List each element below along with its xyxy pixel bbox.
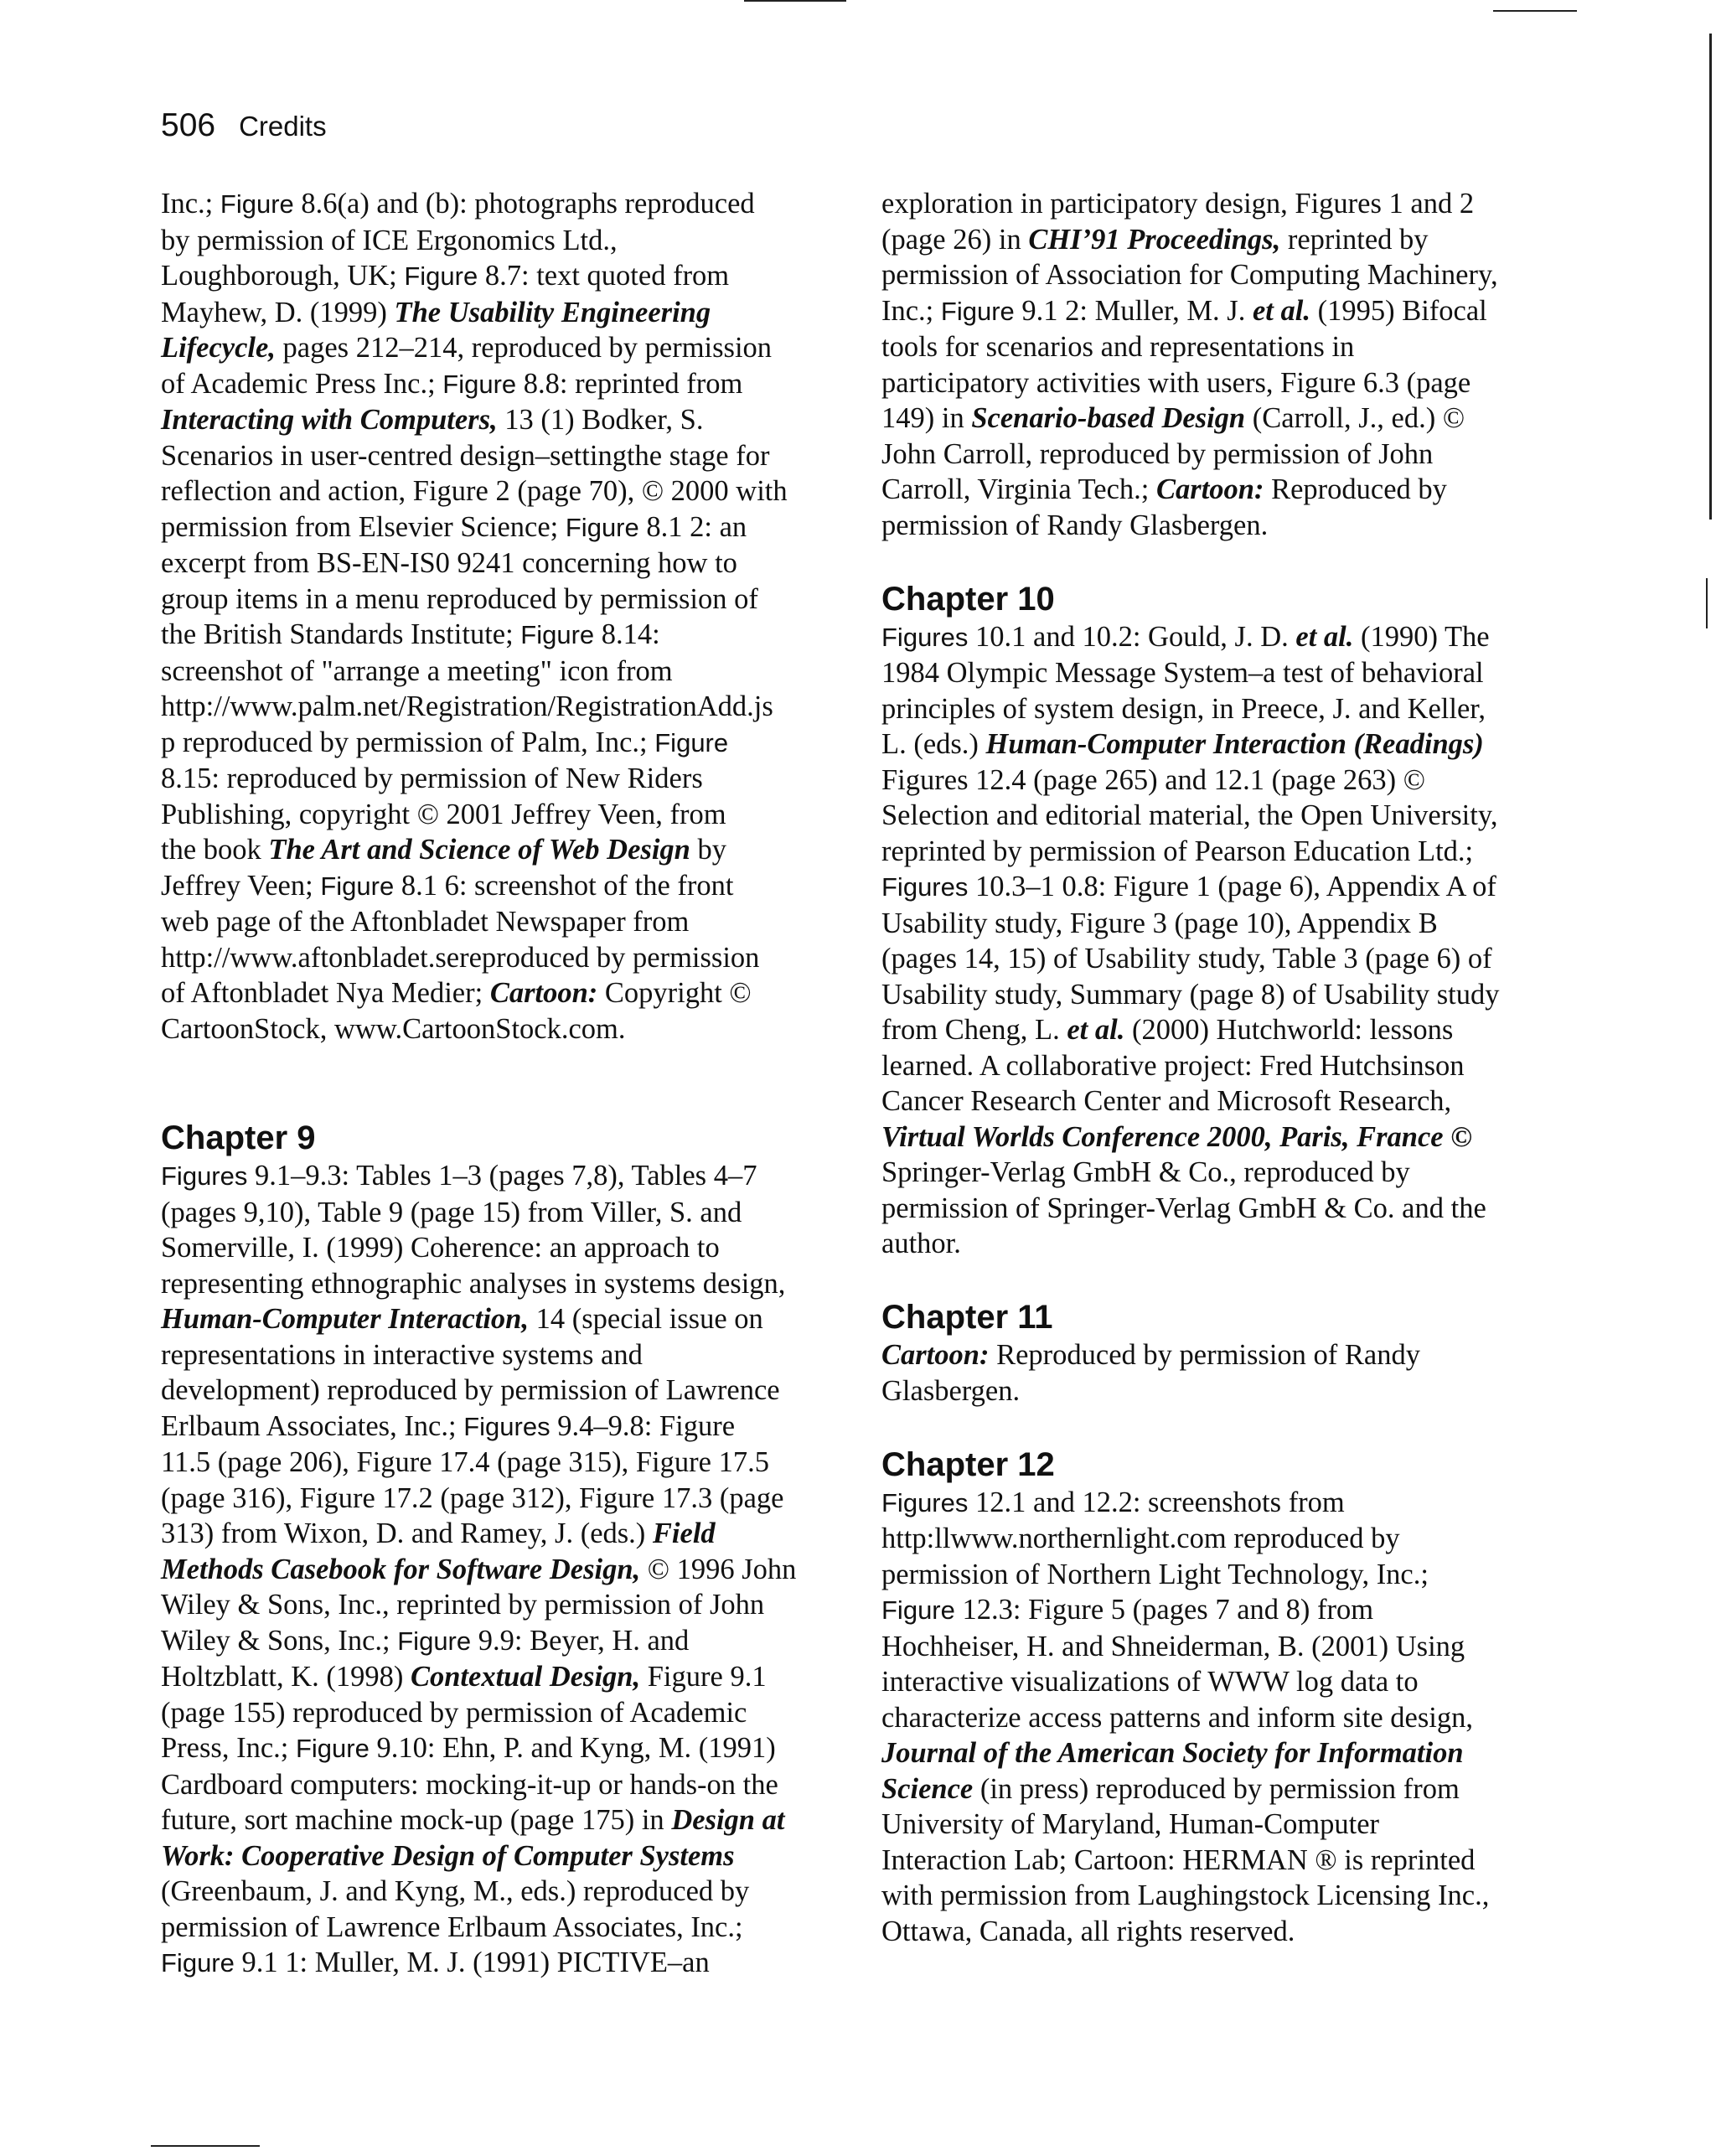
text-segment: 9.1 1: Muller, M. J. (1991) PICTIVE–an: [234, 1947, 710, 1978]
text-segment: 8.15: reproduced by permission of New Riders: [161, 763, 703, 794]
text-segment: (pages 9,10), Table 9 (page 15) from Viller, S. and: [161, 1196, 742, 1228]
text-segment: interactive visualizations of WWW log data to: [881, 1666, 1419, 1698]
spacer: [161, 1083, 844, 1119]
text-segment: Figures 12.4 (page 265) and 12.1 (page 263) ©: [881, 763, 1425, 796]
text-segment: by: [690, 834, 726, 866]
text-line: [881, 1485, 1569, 1522]
text-line: [881, 1521, 1569, 1557]
text-segment: Reproduced by permission of Randy: [989, 1339, 1420, 1371]
title-emphasis: The Usability Engineering: [394, 296, 711, 328]
text-line: [161, 402, 844, 438]
text-segment: permission from Elsevier Science;: [161, 510, 566, 543]
text-segment: Inc.;: [881, 294, 941, 327]
text-line: [881, 1735, 1569, 1771]
text-segment: development) reproduced by permission of Lawrence: [161, 1374, 780, 1406]
text-segment: excerpt from BS-EN-IS0 9241 concerning how to: [161, 547, 737, 579]
text-segment: future, sort machine mock-up (page 175) in: [161, 1804, 672, 1836]
text-line: [881, 329, 1569, 365]
text-line: [881, 293, 1569, 330]
text-line: [161, 1158, 844, 1195]
text-segment: 1984 Olympic Message System–a test of behavioral: [881, 657, 1484, 689]
text-segment: CartoonStock, www.CartoonStock.com.: [161, 1012, 626, 1045]
figure-label: Figure: [220, 189, 294, 219]
text-segment: (page 155) reproduced by permission of Academic: [161, 1696, 747, 1729]
text-line: [161, 1767, 844, 1803]
text-segment: reflection and action, Figure 2 (page 70), © 2000 with: [161, 475, 788, 507]
text-segment: reprinted by permission of Pearson Education Ltd.;: [881, 835, 1474, 867]
text-segment: (1990) The: [1353, 620, 1490, 653]
text-line: [881, 401, 1569, 437]
text-line: [161, 1516, 844, 1552]
text-line: [881, 726, 1569, 763]
text-segment: Somerville, I. (1999) Coherence: an approach to: [161, 1232, 720, 1264]
text-line: [161, 1838, 844, 1874]
text-segment: 9.9: Beyer, H. and: [471, 1624, 690, 1657]
text-line: [161, 1802, 844, 1838]
text-segment: (in press) reproduced by permission from: [973, 1772, 1460, 1805]
text-line: [881, 906, 1569, 942]
text-segment: representations in interactive systems and: [161, 1338, 643, 1371]
text-line: [161, 689, 844, 725]
title-emphasis: Field: [652, 1517, 716, 1549]
text-segment: Wiley & Sons, Inc.;: [161, 1624, 398, 1657]
text-segment: 9.1 2: Muller, M. J.: [1014, 294, 1253, 327]
chapter-heading: Chapter 9: [161, 1119, 316, 1156]
figure-label: Figures: [881, 622, 969, 652]
text-segment: Hochheiser, H. and Shneiderman, B. (2001) Using: [881, 1630, 1465, 1662]
text-line: [881, 1191, 1569, 1227]
text-segment: Copyright ©: [597, 977, 752, 1009]
text-segment: 8.1 2: an: [638, 510, 747, 543]
text-segment: web page of the Aftonbladet Newspaper from: [161, 906, 690, 938]
figure-label: Figure: [881, 1595, 955, 1625]
text-segment: 149) in: [881, 402, 972, 434]
text-segment: p reproduced by permission of Palm, Inc.;: [161, 726, 655, 758]
text-line: [881, 1012, 1569, 1048]
figure-label: Figure: [320, 871, 395, 901]
text-line: [881, 763, 1569, 799]
text-segment: representing ethnographic analyses in systems design,: [161, 1267, 786, 1300]
text-line: [161, 1910, 844, 1946]
text-line: [161, 258, 844, 295]
title-emphasis: Journal of the American Society for Information: [881, 1737, 1464, 1769]
text-line: [161, 1337, 844, 1373]
text-segment: reprinted by: [1280, 223, 1429, 256]
text-line: [161, 1874, 844, 1910]
text-line: [161, 582, 844, 618]
figure-label: Figures: [881, 1487, 969, 1517]
title-emphasis: Human-Computer Interaction (Readings): [985, 728, 1484, 760]
text-line: [881, 1592, 1569, 1629]
text-segment: the book: [161, 834, 269, 866]
text-segment: permission of Springer-Verlag GmbH & Co. and the: [881, 1192, 1486, 1224]
text-segment: Jeffrey Veen;: [161, 869, 321, 902]
figure-label: Figure: [442, 369, 517, 399]
text-line: [161, 868, 844, 905]
text-segment: 9.10: Ehn, P. and Kyng, M. (1991): [369, 1732, 776, 1764]
text-line: [881, 1557, 1569, 1593]
running-head: Credits: [239, 111, 327, 142]
spacer: [161, 1047, 844, 1083]
title-emphasis: Work: Cooperative Design of Computer Systems: [161, 1839, 735, 1872]
text-segment: the British Standards Institute;: [161, 618, 521, 650]
text-segment: characterize access patterns and inform site design,: [881, 1701, 1473, 1734]
text-line: [881, 508, 1569, 544]
text-line: [881, 472, 1569, 508]
text-segment: Usability study, Summary (page 8) of Usability study: [881, 978, 1500, 1011]
text-line: [881, 1119, 1569, 1156]
text-line: [881, 1083, 1569, 1119]
title-emphasis: Cartoon:: [881, 1339, 990, 1371]
figure-label: Figure: [397, 1626, 472, 1656]
text-segment: Springer-Verlag GmbH & Co., reproduced by: [881, 1156, 1410, 1188]
title-emphasis: CHI’91 Proceedings,: [1028, 223, 1281, 256]
text-line: [161, 545, 844, 582]
text-segment: University of Maryland, Human-Computer: [881, 1808, 1380, 1840]
text-line: [161, 1587, 844, 1623]
text-segment: Selection and editorial material, the Open University,: [881, 799, 1498, 831]
figure-label: Figure: [404, 261, 478, 291]
text-line: [881, 1226, 1569, 1262]
text-line: [881, 1048, 1569, 1084]
text-segment: 14 (special issue on: [529, 1303, 763, 1335]
text-segment: (Greenbaum, J. and Kyng, M., eds.) reproduced by: [161, 1875, 750, 1907]
text-segment: permission of Northern Light Technology, Inc.;: [881, 1558, 1429, 1590]
text-segment: Erlbaum Associates, Inc.;: [161, 1409, 464, 1442]
text-line: [881, 655, 1569, 691]
text-line: [881, 1629, 1569, 1665]
text-segment: http://www.aftonbladet.sereproduced by permission: [161, 941, 760, 974]
figure-label: Figure: [940, 296, 1015, 326]
text-line: [881, 186, 1569, 222]
text-line: [161, 617, 844, 654]
text-line: [881, 222, 1569, 258]
text-segment: (page 316), Figure 17.2 (page 312), Figure 17.3 (page: [161, 1481, 784, 1514]
text-line: [881, 1771, 1569, 1807]
figure-label: Figure: [565, 512, 639, 542]
text-line: [161, 725, 844, 762]
text-line: [881, 1700, 1569, 1736]
title-emphasis: Cartoon:: [1156, 473, 1264, 505]
text-segment: 10.1 and 10.2: Gould, J. D.: [968, 620, 1296, 653]
chapter-heading: Chapter 11: [881, 1299, 1053, 1336]
figure-label: Figures: [881, 872, 969, 902]
text-segment: Publishing, copyright © 2001 Jeffrey Veen, from: [161, 798, 726, 830]
text-segment: permission of Association for Computing Machinery,: [881, 259, 1498, 291]
text-line: [161, 1301, 844, 1337]
text-segment: of Academic Press Inc.;: [161, 367, 443, 400]
title-emphasis: Human-Computer Interaction,: [161, 1303, 529, 1335]
text-segment: 9.4–9.8: Figure: [550, 1409, 736, 1442]
figure-label: Figure: [161, 1948, 235, 1978]
text-line: [161, 904, 844, 940]
text-line: [881, 977, 1569, 1013]
title-emphasis: Design at: [671, 1804, 785, 1836]
title-emphasis: Cartoon:: [489, 977, 598, 1009]
text-line: [881, 1843, 1569, 1879]
text-segment: Inc.;: [161, 188, 220, 220]
right-column: [881, 186, 1569, 1949]
text-segment: by permission of ICE Ergonomics Ltd.,: [161, 224, 618, 256]
text-line: [161, 1481, 844, 1517]
page-header: [161, 107, 327, 144]
title-emphasis: The Art and Science of Web Design: [268, 834, 690, 866]
text-line: [161, 223, 844, 259]
text-line: [161, 1695, 844, 1731]
text-line: [881, 1337, 1569, 1373]
scan-mark-right-tick: [1706, 578, 1708, 628]
text-segment: 12.3: Figure 5 (pages 7 and 8) from: [954, 1594, 1374, 1626]
text-line: [161, 186, 844, 223]
text-segment: from Cheng, L.: [881, 1014, 1067, 1046]
spacer: [881, 543, 1569, 579]
text-segment: 8.1 6: screenshot of the front: [394, 869, 734, 902]
text-segment: 10.3–1 0.8: Figure 1 (page 6), Appendix A of: [968, 871, 1496, 902]
text-line: [881, 1914, 1569, 1950]
title-emphasis: Science: [881, 1772, 974, 1805]
text-line: [881, 869, 1569, 906]
text-line: [881, 1878, 1569, 1914]
title-emphasis: Contextual Design,: [410, 1661, 641, 1693]
text-segment: tools for scenarios and representations in: [881, 331, 1355, 363]
figure-label: Figures: [463, 1411, 550, 1441]
text-segment: 8.6(a) and (b): photographs reproduced: [293, 188, 755, 220]
text-segment: (page 26) in: [881, 223, 1029, 256]
text-segment: Cardboard computers: mocking-it-up or hands-on the: [161, 1768, 778, 1801]
title-emphasis: et al.: [1252, 294, 1310, 327]
text-segment: Holtzblatt, K. (1998): [161, 1661, 411, 1693]
text-segment: permission of Randy Glasbergen.: [881, 509, 1269, 541]
text-segment: Cancer Research Center and Microsoft Research,: [881, 1085, 1452, 1117]
text-segment: (2000) Hutchworld: lessons: [1124, 1014, 1454, 1046]
chapter-heading: Chapter 10: [881, 580, 1055, 618]
text-segment: principles of system design, in Preece, J. and Keller,: [881, 692, 1486, 725]
page-number: 506: [161, 107, 216, 143]
text-segment: pages 212–214, reproduced by permission: [275, 332, 773, 364]
text-segment: 8.7: text quoted from: [478, 260, 730, 292]
text-segment: Wiley & Sons, Inc., reprinted by permission of John: [161, 1589, 765, 1621]
text-segment: John Carroll, reproduced by permission of John: [881, 437, 1434, 470]
text-line: [161, 1730, 844, 1767]
text-line: [161, 1266, 844, 1302]
text-segment: screenshot of "arrange a meeting" icon from: [161, 654, 673, 687]
text-line: [161, 654, 844, 690]
figure-label: Figure: [295, 1734, 370, 1763]
text-segment: Usability study, Figure 3 (page 10), Appendix B: [881, 907, 1438, 939]
text-line: [161, 1445, 844, 1481]
text-line: [881, 619, 1569, 656]
text-line: [881, 1373, 1569, 1409]
text-segment: (Carroll, J., ed.) ©: [1245, 402, 1465, 434]
text-line: [881, 691, 1569, 727]
text-line: [161, 761, 844, 797]
title-emphasis: Scenario-based Design: [971, 402, 1246, 434]
scan-mark-right-edge: [1709, 34, 1712, 520]
text-segment: 12.1 and 12.2: screenshots from: [968, 1486, 1345, 1518]
scan-mark-top: [744, 0, 846, 2]
scan-mark-bottom: [151, 2145, 260, 2147]
text-line: [161, 509, 844, 546]
title-emphasis: Virtual Worlds Conference 2000, Paris, France ©: [881, 1120, 1472, 1153]
text-segment: 9.1–9.3: Tables 1–3 (pages 7,8), Tables 4–7: [247, 1160, 757, 1192]
text-segment: exploration in participatory design, Figures 1 and 2: [881, 188, 1475, 220]
text-line: [161, 797, 844, 833]
text-line: [161, 975, 844, 1011]
text-line: [161, 832, 844, 868]
text-segment: 11.5 (page 206), Figure 17.4 (page 315), Figure 17.5: [161, 1446, 769, 1478]
text-line: [161, 330, 844, 366]
title-emphasis: Lifecycle,: [161, 332, 276, 364]
scan-mark-top-right: [1493, 10, 1577, 12]
text-line: [161, 438, 844, 474]
text-segment: (pages 14, 15) of Usability study, Table 3 (page 6) of: [881, 943, 1492, 975]
text-line: [881, 798, 1569, 834]
text-line: [161, 1659, 844, 1695]
text-segment: Loughborough, UK;: [161, 260, 405, 292]
text-segment: with permission from Laughingstock Licensing Inc.,: [881, 1879, 1490, 1911]
title-emphasis: Interacting with Computers,: [161, 404, 498, 436]
text-line: [161, 1945, 844, 1982]
text-line: [881, 834, 1569, 870]
text-line: [161, 940, 844, 976]
text-line: [881, 437, 1569, 473]
text-segment: Scenarios in user-centred design–settingthe stage for: [161, 439, 770, 472]
text-segment: Reproduced by: [1264, 473, 1447, 505]
text-line: [881, 365, 1569, 401]
text-line: [161, 473, 844, 509]
text-segment: participatory activities with users, Figure 6.3 (page: [881, 366, 1471, 399]
text-line: [881, 941, 1569, 977]
text-line: [881, 257, 1569, 293]
text-line: [161, 1195, 844, 1231]
text-segment: Carroll, Virginia Tech.;: [881, 473, 1157, 505]
text-line: [161, 1230, 844, 1266]
spacer: [881, 1262, 1569, 1298]
text-line: [161, 1623, 844, 1660]
title-emphasis: et al.: [1295, 620, 1354, 653]
text-line: [881, 1664, 1569, 1700]
spacer: [881, 1409, 1569, 1445]
text-segment: of Aftonbladet Nya Medier;: [161, 977, 490, 1009]
text-segment: group items in a menu reproduced by permission of: [161, 582, 758, 615]
text-segment: http:llwww.northernlight.com reproduced by: [881, 1523, 1400, 1554]
text-line: [161, 1011, 844, 1047]
text-segment: © 1996 John: [640, 1553, 797, 1585]
chapter-heading: Chapter 12: [881, 1445, 1055, 1483]
figure-label: Figures: [161, 1161, 248, 1191]
left-column: [161, 186, 844, 1982]
text-segment: Interaction Lab; Cartoon: HERMAN ® is reprinted: [881, 1843, 1476, 1876]
text-segment: Glasbergen.: [881, 1374, 1021, 1407]
text-segment: (1995) Bifocal: [1310, 294, 1487, 327]
text-line: [161, 1552, 844, 1588]
figure-label: Figure: [654, 727, 729, 757]
text-segment: 8.8: reprinted from: [516, 367, 743, 400]
text-segment: permission of Lawrence Erlbaum Associates, Inc.;: [161, 1910, 743, 1943]
title-emphasis: et al.: [1067, 1014, 1125, 1046]
text-line: [161, 1373, 844, 1409]
text-segment: Press, Inc.;: [161, 1732, 296, 1764]
text-segment: L. (eds.): [881, 728, 986, 760]
text-line: [161, 1409, 844, 1445]
title-emphasis: Methods Casebook for Software Design,: [161, 1553, 641, 1585]
text-line: [161, 295, 844, 331]
text-segment: learned. A collaborative project: Fred Hutchsinson: [881, 1049, 1465, 1082]
figure-label: Figure: [520, 620, 595, 649]
text-line: [881, 1155, 1569, 1191]
text-line: [161, 366, 844, 403]
text-segment: Ottawa, Canada, all rights reserved.: [881, 1915, 1295, 1947]
text-line: [881, 1807, 1569, 1843]
text-segment: Mayhew, D. (1999): [161, 296, 395, 328]
text-segment: author.: [881, 1228, 961, 1259]
text-segment: 13 (1) Bodker, S.: [497, 404, 704, 436]
text-segment: 8.14:: [594, 618, 660, 650]
text-segment: http://www.palm.net/Registration/RegistrationAdd.js: [161, 690, 773, 722]
text-segment: 313) from Wixon, D. and Ramey, J. (eds.): [161, 1517, 653, 1549]
text-segment: Figure 9.1: [640, 1661, 767, 1693]
